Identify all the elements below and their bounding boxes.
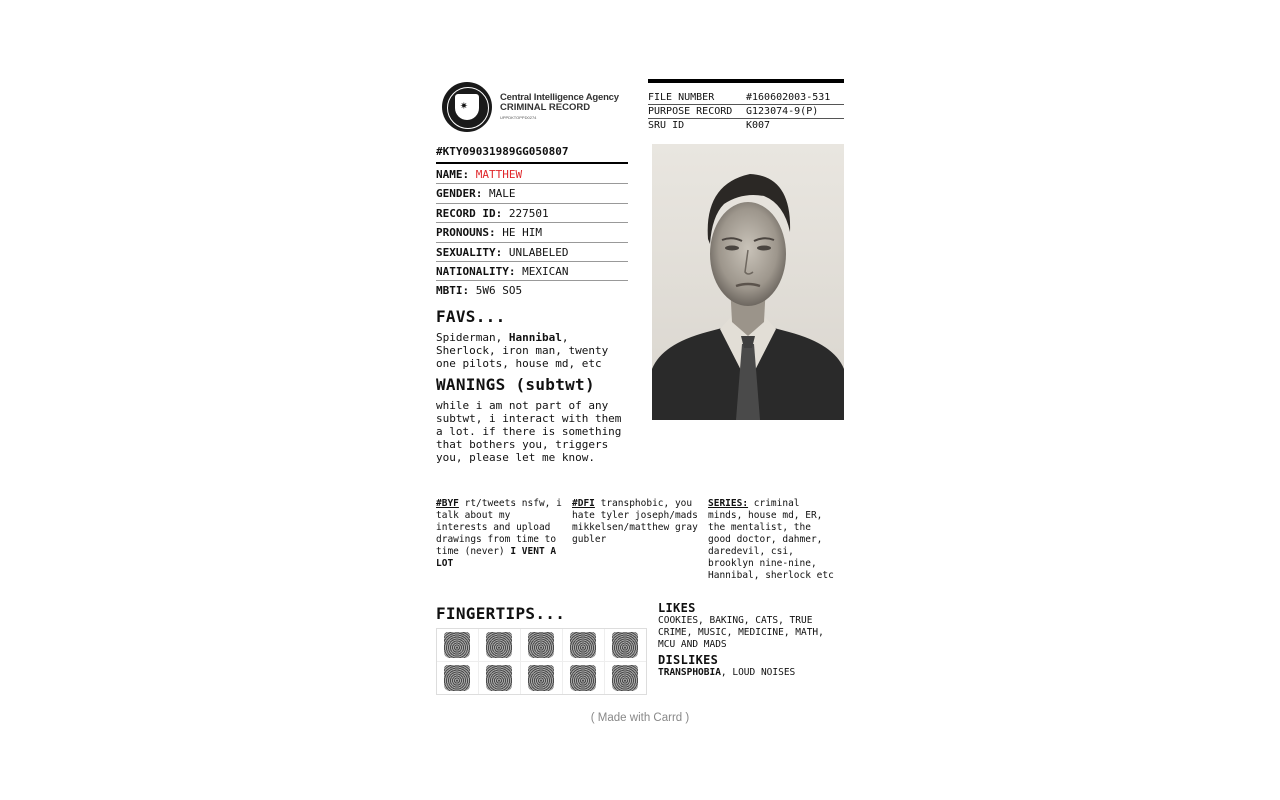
record-fields (436, 165, 628, 301)
dfi-tag: #DFI (572, 498, 595, 509)
field-label: GENDER: (436, 187, 483, 201)
fingerprint-icon (605, 629, 646, 661)
fingerprint-icon (563, 629, 604, 661)
file-label: SRU ID (648, 120, 685, 131)
cia-logo (436, 79, 628, 135)
field-value: MALE (488, 187, 516, 201)
favs-text: Spiderman, Hannibal, Sherlock, iron man, twenty one pilots, house md, etc (436, 331, 609, 370)
logo-agency: Central Intelligence Agency (500, 92, 619, 104)
fingerprint-icon (479, 629, 520, 661)
fingerprint-grid (436, 628, 647, 695)
field-value: UNLABELED (508, 245, 569, 259)
dislikes-heading: DISLIKES (658, 653, 719, 667)
fingerprint-icon (437, 629, 478, 661)
fingerprint-icon (521, 662, 562, 694)
field-label: NATIONALITY: (436, 264, 516, 278)
cia-seal-icon (442, 82, 492, 132)
fingerprint-icon (605, 662, 646, 694)
field-label: SEXUALITY: (436, 245, 503, 259)
field-label: MBTI: (436, 284, 470, 298)
tags-columns (436, 498, 844, 582)
record-id-code: #KTY09031989GG050807 (436, 145, 628, 164)
field-mbti (436, 281, 628, 300)
series-tag: SERIES: (708, 498, 749, 509)
fingerprint-icon (437, 662, 478, 694)
file-label: FILE NUMBER (648, 92, 715, 103)
file-row (648, 105, 844, 119)
fingertips-heading: FINGERTIPS... (436, 604, 566, 623)
warnings-heading: WANINGS (subtwt) (436, 375, 595, 394)
field-value: 227501 (508, 206, 549, 220)
field-gender (436, 184, 628, 203)
file-value: K007 (746, 120, 771, 131)
file-value: #160602003-531 (746, 92, 831, 103)
logo-title: CRIMINAL RECORD (500, 102, 591, 114)
likes-heading: LIKES (658, 601, 696, 615)
field-label: NAME: (436, 168, 470, 181)
logo-code: UPPDKTOPPD0274 (500, 115, 537, 121)
dfi-column: #DFI transphobic, you hate tyler joseph/mads mikkelsen/matthew gray gubler (572, 498, 698, 545)
field-label: PRONOUNS: (436, 226, 496, 240)
field-value: 5W6 SO5 (475, 284, 523, 298)
likes-text: COOKIES, BAKING, CATS, TRUE CRIME, MUSIC, MEDICINE, MATH, MCU AND MADS (658, 615, 824, 650)
file-table (648, 79, 844, 133)
file-row (648, 91, 844, 105)
profile-photo (652, 144, 844, 420)
field-label: RECORD ID: (436, 206, 503, 220)
dislikes-text: TRANSPHOBIA, LOUD NOISES (658, 667, 796, 678)
file-row (648, 119, 844, 133)
field-value: MEXICAN (522, 264, 569, 278)
field-name (436, 165, 628, 184)
portrait-image (652, 144, 844, 420)
favs-heading: FAVS... (436, 307, 506, 326)
field-value: HE HIM (502, 226, 542, 240)
fingerprint-icon (563, 662, 604, 694)
byf-tag: #BYF (436, 498, 459, 509)
series-column: SERIES: criminal minds, house md, ER, the mentalist, the good doctor, dahmer, daredevil, csi, brooklyn nine-nine, Hannibal, sherlock etc (708, 498, 834, 581)
file-label: PURPOSE RECORD (648, 106, 733, 117)
file-value: G123074-9(P) (746, 106, 819, 117)
made-with-carrd-link[interactable]: ( Made with Carrd ) (590, 712, 690, 724)
field-sexuality (436, 243, 628, 262)
field-nationality (436, 262, 628, 281)
warnings-text: while i am not part of any subtwt, i interact with them a lot. if there is something that bothers you, triggers you, please let me know. (436, 399, 622, 464)
field-pronouns (436, 223, 628, 242)
field-record-id (436, 204, 628, 223)
fingerprint-icon (521, 629, 562, 661)
fingerprint-icon (479, 662, 520, 694)
byf-column: #BYF rt/tweets nsfw, i talk about my interests and upload drawings from time to time (never) I VENT A LOT (436, 498, 562, 569)
likes-section (658, 601, 844, 681)
field-value: MATTHEW (475, 168, 523, 181)
